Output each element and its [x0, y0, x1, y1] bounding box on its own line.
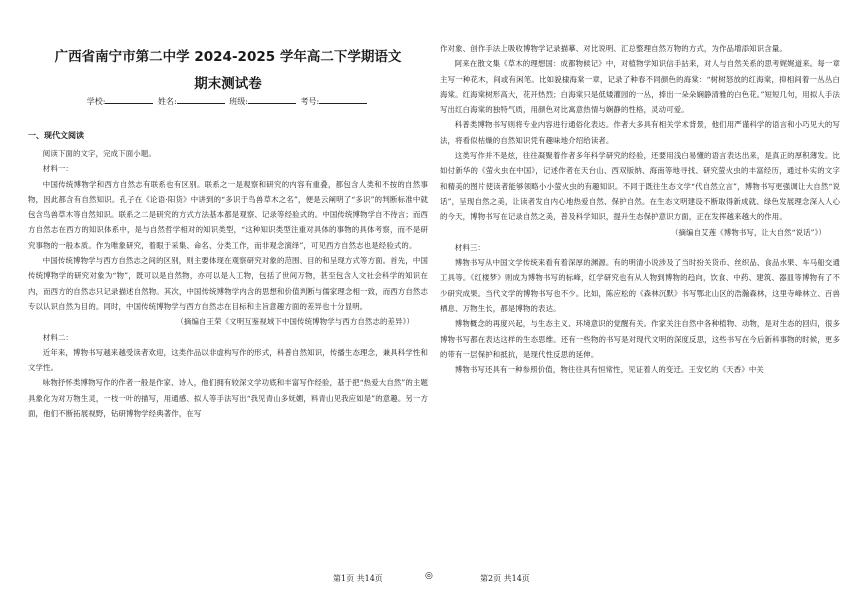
info-school-blank	[105, 94, 153, 104]
instruction: 阅读下面的文字，完成下面小题。	[42, 149, 156, 158]
student-info-line	[28, 94, 428, 107]
exam-title: 广西省南宁市第二中学 2024-2025 学年高二下学期语文	[54, 49, 402, 65]
info-name-label: 姓名:	[158, 97, 177, 106]
page-number-right: 第2页 共14页	[480, 574, 530, 583]
paragraph: 博物书写还具有一种参照价值，物往往具有恒常性，见证着人的变迁。王安忆的《天香》中关	[454, 365, 764, 375]
material-label: 材料三：	[454, 242, 485, 252]
citation: （摘编自艾莲《博物书写，让大自然“说话”》）	[671, 227, 826, 237]
paragraph: 这类写作并不是炫，往往凝聚着作者多年科学研究的经验，还要用浅白易懂的语言表达出来，是真正的厚积薄发。比如付新华的《萤火虫在中国》，记述作者在天台山、西双版纳、海南等地寻找、研究萤火虫的丰富经历，通过朴实的文字和精美的图片使读者能够领略小小萤火虫的有趣知识。不同于既往生态文学“代自然立言”，博物书写更强调让大自然“说话”，呈现自然之美，让读者发自内心地热爱自然、保护自然。在生态文明建设不断取得新成就、绿色发展理念深入人心的今天，博物书写在记录自然之美，普及科学知识，提升生态保护意识方面，正在发挥越来越大的作用。	[440, 151, 840, 222]
page-number-left: 第1页 共14页	[333, 574, 383, 583]
paragraph: 博物书写从中国文学传统来看有着深厚的渊源。有的明清小说涉及了当时扮关货币、丝织品、食品水果、车马船交通工具等。《红楼梦》则成为博物书写的标峰，红学研究也有从人物到博物的趋向，饮食、中药、建筑、器皿等博物有了不少研究成果。当代文学的博物书写也不少。比如，陈应松的《森林沉默》书写鄂北山区的浩瀚森林，这里寺峰林立、百兽栖息、万物生长，都是博物的表达。	[440, 258, 840, 314]
paragraph: 中国传统博物学和西方自然志有联系也有区别。联系之一是观察和研究的内容有重叠，都包含人类和不按的自然事物，因此都含有自然知识。孔子在《论语·阳货》中讲到的“多识于鸟兽草木之名”，便是云阐明了“多识”的判断标准中就包含鸟兽草木等自然知识。联系之二是研究的方式方法基本都是观察、记录等经验式的。中国传统博物学自不待言；而西方自然志在西方的知识体系中，是与自然哲学相对的知识类型，“这种知识类型注重对具体的事物的具体考察，而不是研究事物的一般本质。作为唯象研究，着眼于采集、命名、分类工作，而非观念演绎”，可见西方自然志也是经验式的。	[28, 179, 428, 250]
right-body-text	[440, 41, 840, 378]
info-name-blank	[177, 94, 225, 104]
paragraph-continued: 作对象、创作手法上吸收博物学记录描摹、对比说明、汇总整理自然万物的方式，为作品增添知识含量。	[440, 44, 787, 53]
paragraph: 咏物抒怀类博物写作的作者一般是作家、诗人，他们拥有较深文学功底和丰富写作经验，基于把“热爱大自然”的主题具象化为对万物生灵，一枝一叶的描写，用通感、拟人等手法写出“我见青山多妩媚，料青山见我应如是”的意趣。另一方面，他们不断拓展视野，钻研博物学经典著作，在写	[28, 378, 428, 419]
citation: （摘编自王荣《文明互鉴视域下中国传统博物学与西方自然志的差异》）	[176, 317, 414, 327]
info-number-blank	[319, 94, 367, 104]
paragraph: 中国传统博物学与西方自然志之间的区别，则主要体现在观察研究对象的范围、目的和呈现方式等方面。首先，中国传统博物学的研究对象为“物”，既可以是自然物，亦可以是人工物，包括了世间万物，甚至包含人文社会科学的知识在内，而西方的自然志只记录描述自然物。其次，中国传统博物学内含的思想和价值判断与儒家理念相一致，而西方自然志专以认识自然为目的。同时，中国传统博物学与西方自然志在目标和主旨意趣方面的差异也十分显明。	[28, 256, 428, 311]
material-label: 材料一：	[42, 164, 73, 174]
info-class-label: 班级:	[229, 97, 248, 106]
paragraph: 阿来在散文集《草木的理想国：成都物候记》中，对植物学知识信手拈来，对人与自然关系的思考娓娓道来。每一章主写一种花木，间或有闲笔。比如貌棣海棠一章，记录了种春不同颜色的海棠：“树树怒放的红海棠，抑相间着一丛丛白海棠。红海棠树形高大，花开热烈；白海棠只是低矮灌园的一丛，捧出一朵朵娴静清雅的白色花。”短短几句，用拟人手法写出红白海棠的独特气质，用颜色对比寓意热情与娴静的性格，灵动可爱。	[440, 59, 840, 115]
info-class-blank	[248, 94, 296, 104]
material-label: 材料二：	[42, 332, 73, 342]
binding-mark: ◎	[425, 571, 433, 581]
section-heading: 一、现代文阅读	[28, 131, 84, 140]
paragraph: 近年来，博物书写越来越受读者欢迎，这类作品以非虚构写作的形式，科普自然知识，传播生态理念，兼具科学性和文学性。	[28, 347, 428, 373]
info-school-label: 学校:	[86, 97, 106, 106]
paragraph: 博物概念的再度兴起，与生态主义、环境意识的觉醒有关。作家关注自然中各种植物、动物，是对生态的回归，很多博物书写都在表达这样的生态思维。还有一些物的书写是对现代文明的深度反思，这些书写在今后新科事物的时候，更多的带有一层保护和抵抗，是现代性反思的延伸。	[440, 319, 840, 359]
info-number-label: 考号:	[300, 97, 320, 106]
left-body-text	[28, 146, 428, 421]
exam-subtitle: 期末测试卷	[194, 76, 262, 92]
paragraph: 科普类博物书写则将专业内容进行通俗化表达。作者大多具有相关学术背景，他们用严谨科学的语言和小巧见大的写法，将看似枯燥的自然知识凭有趣味地介绍给读者。	[440, 120, 840, 145]
